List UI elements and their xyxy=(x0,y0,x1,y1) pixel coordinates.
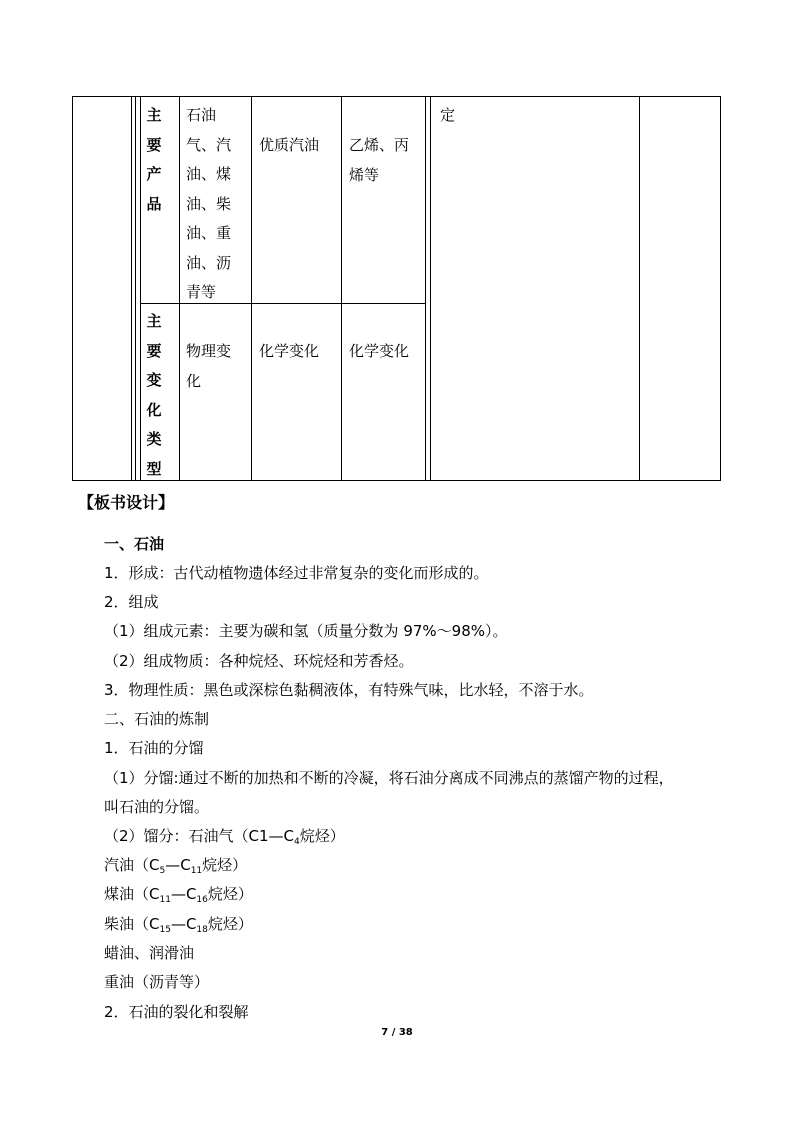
table-cell-right: 定 xyxy=(440,106,456,124)
table-top-border xyxy=(72,96,720,97)
col-divider xyxy=(639,96,640,481)
heading-refining: 二、石油的炼制 xyxy=(104,710,210,728)
row-header-change-type: 主 要 变 化 类 型 xyxy=(146,312,162,478)
col-divider-double-b xyxy=(135,96,136,481)
table-cell: 乙烯、丙 烯等 xyxy=(349,136,410,184)
table-cell: 石油 气、汽 油、煤 油、柴 油、重 油、沥 青等 xyxy=(186,106,232,301)
paragraph: （1）分馏:通过不断的加热和不断的冷凝，将石油分离成不同沸点的蒸馏产物的过程， xyxy=(104,769,674,787)
col-divider xyxy=(341,96,342,481)
col-divider xyxy=(140,96,141,481)
fraction-gasoline: 汽油（$C_5—C_{11}$烷烃） xyxy=(104,856,248,876)
row-divider xyxy=(140,303,426,304)
fraction-diesel: 柴油（$C_{15}—C_{18}$烷烃） xyxy=(104,915,253,935)
page-number: 7 / 38 xyxy=(381,1027,413,1038)
section-title: 【板书设计】 xyxy=(78,493,175,512)
table-cell: 优质汽油 xyxy=(259,136,320,154)
col-divider-double-a xyxy=(425,96,426,481)
table-cell: 化学变化 xyxy=(349,342,410,360)
col-divider xyxy=(179,96,180,481)
table-cell: 物理变 化 xyxy=(186,342,232,390)
paragraph: 叫石油的分馏。 xyxy=(104,798,210,816)
paragraph: 蜡油、润滑油 xyxy=(104,944,195,962)
table-cell: 化学变化 xyxy=(259,342,320,360)
fraction-petroleum-gas: （2）馏分：石油气（$C1—C_4$烷烃） xyxy=(104,827,345,847)
fraction-kerosene: 煤油（$C_{11}—C_{16}$烷烃） xyxy=(104,885,253,905)
paragraph: 3．物理性质：黑色或深棕色黏稠液体，有特殊气味，比水轻，不溶于水。 xyxy=(104,681,594,699)
col-divider-double-b xyxy=(430,96,431,481)
paragraph: 重油（沥青等） xyxy=(104,973,210,991)
row-header-main-products: 主 要 产 品 xyxy=(146,106,162,213)
paragraph: （1）组成元素：主要为碳和氢（质量分数为 97%～98%）。 xyxy=(104,622,508,640)
paragraph: 2．组成 xyxy=(104,593,159,611)
paragraph: 2．石油的裂化和裂解 xyxy=(104,1003,249,1021)
table-right-border xyxy=(720,96,721,481)
table-bottom-border xyxy=(72,480,720,481)
table-left-border xyxy=(72,96,73,481)
col-divider-double-a xyxy=(131,96,132,481)
col-divider xyxy=(251,96,252,481)
paragraph: 1．形成：古代动植物遗体经过非常复杂的变化而形成的。 xyxy=(104,564,489,582)
paragraph: 1．石油的分馏 xyxy=(104,739,204,757)
heading-petroleum: 一、石油 xyxy=(104,535,165,553)
paragraph: （2）组成物质：各种烷烃、环烷烃和芳香烃。 xyxy=(104,652,414,670)
